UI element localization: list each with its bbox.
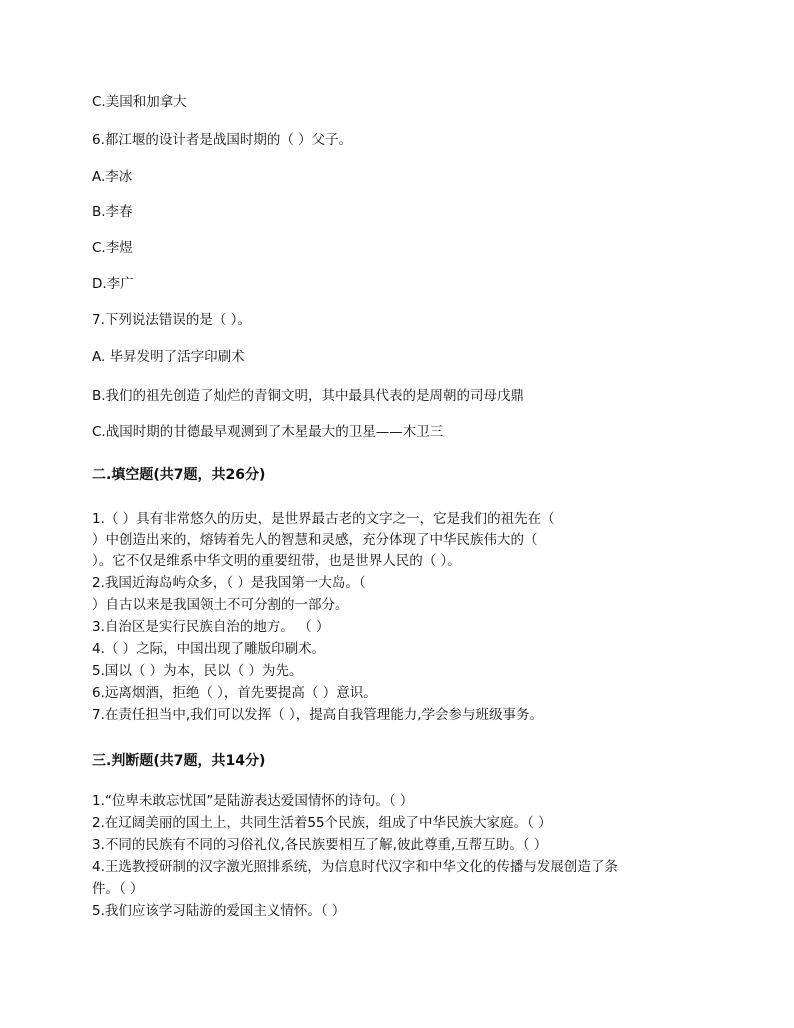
q5-option-c: C.美国和加拿大 — [92, 94, 187, 110]
true-false-line: 3.不同的民族有不同的习俗礼仪,各民族要相互了解,彼此尊重,互帮互助。（ ） — [92, 837, 548, 853]
true-false-line: 5.我们应该学习陆游的爱国主义情怀。（ ） — [92, 903, 346, 919]
q7-stem: 7.下列说法错误的是（ ）。 — [92, 312, 251, 328]
fill-blank-line: 5.国以（ ）为本，民以（ ）为先。 — [92, 663, 303, 679]
q6-option-c: C.李煜 — [92, 240, 133, 256]
fill-blank-line: 6.远离烟酒，拒绝（ ），首先要提高（ ）意识。 — [92, 685, 377, 701]
fill-blank-line: ）中创造出来的，熔铸着先人的智慧和灵感，充分体现了中华民族伟大的（ — [92, 532, 538, 548]
q6-stem: 6.都江堰的设计者是战国时期的（ ）父子。 — [92, 132, 353, 148]
q6-option-a: A.李冰 — [92, 169, 133, 185]
section-3-heading: 三.判断题(共7题，共14分) — [92, 753, 266, 769]
true-false-line: 1.“位卑未敢忘忧国”是陆游表达爱国情怀的诗句。（ ） — [92, 793, 414, 809]
fill-blank-line: 3.自治区是实行民族自治的地方。 （ ） — [92, 619, 330, 635]
fill-blank-line: 1.（ ）具有非常悠久的历史，是世界最古老的文字之一，它是我们的祖先在（ — [92, 511, 555, 527]
fill-blank-line: 4.（ ）之际，中国出现了雕版印刷术。 — [92, 641, 326, 657]
q7-option-a: A. 毕昇发明了活字印刷术 — [92, 349, 245, 365]
fill-blank-line: 7.在责任担当中,我们可以发挥（ ），提高自我管理能力,学会参与班级事务。 — [92, 707, 544, 723]
fill-blank-line: ）自古以来是我国领土不可分割的一部分。 — [92, 597, 349, 613]
q6-option-d: D.李广 — [92, 276, 134, 292]
fill-blank-line: ）。它不仅是维系中华文明的重要纽带，也是世界人民的（ ）。 — [92, 553, 461, 569]
true-false-line: 4.王选教授研制的汉字激光照排系统，为信息时代汉字和中华文化的传播与发展创造了条 — [92, 859, 618, 875]
true-false-line: 2.在辽阔美丽的国土上，共同生活着55个民族，组成了中华民族大家庭。（ ） — [92, 815, 552, 831]
fill-blank-line: 2.我国近海岛屿众多，（ ）是我国第一大岛。（ — [92, 575, 366, 591]
section-2-heading: 二.填空题(共7题，共26分) — [92, 467, 266, 483]
true-false-line: 件。（ ） — [92, 881, 144, 897]
q7-option-c: C.战国时期的甘德最早观测到了木星最大的卫星——木卫三 — [92, 424, 444, 440]
q6-option-b: B.李春 — [92, 204, 133, 220]
q7-option-b: B.我们的祖先创造了灿烂的青铜文明，其中最具代表的是周朝的司母戊鼎 — [92, 388, 525, 404]
